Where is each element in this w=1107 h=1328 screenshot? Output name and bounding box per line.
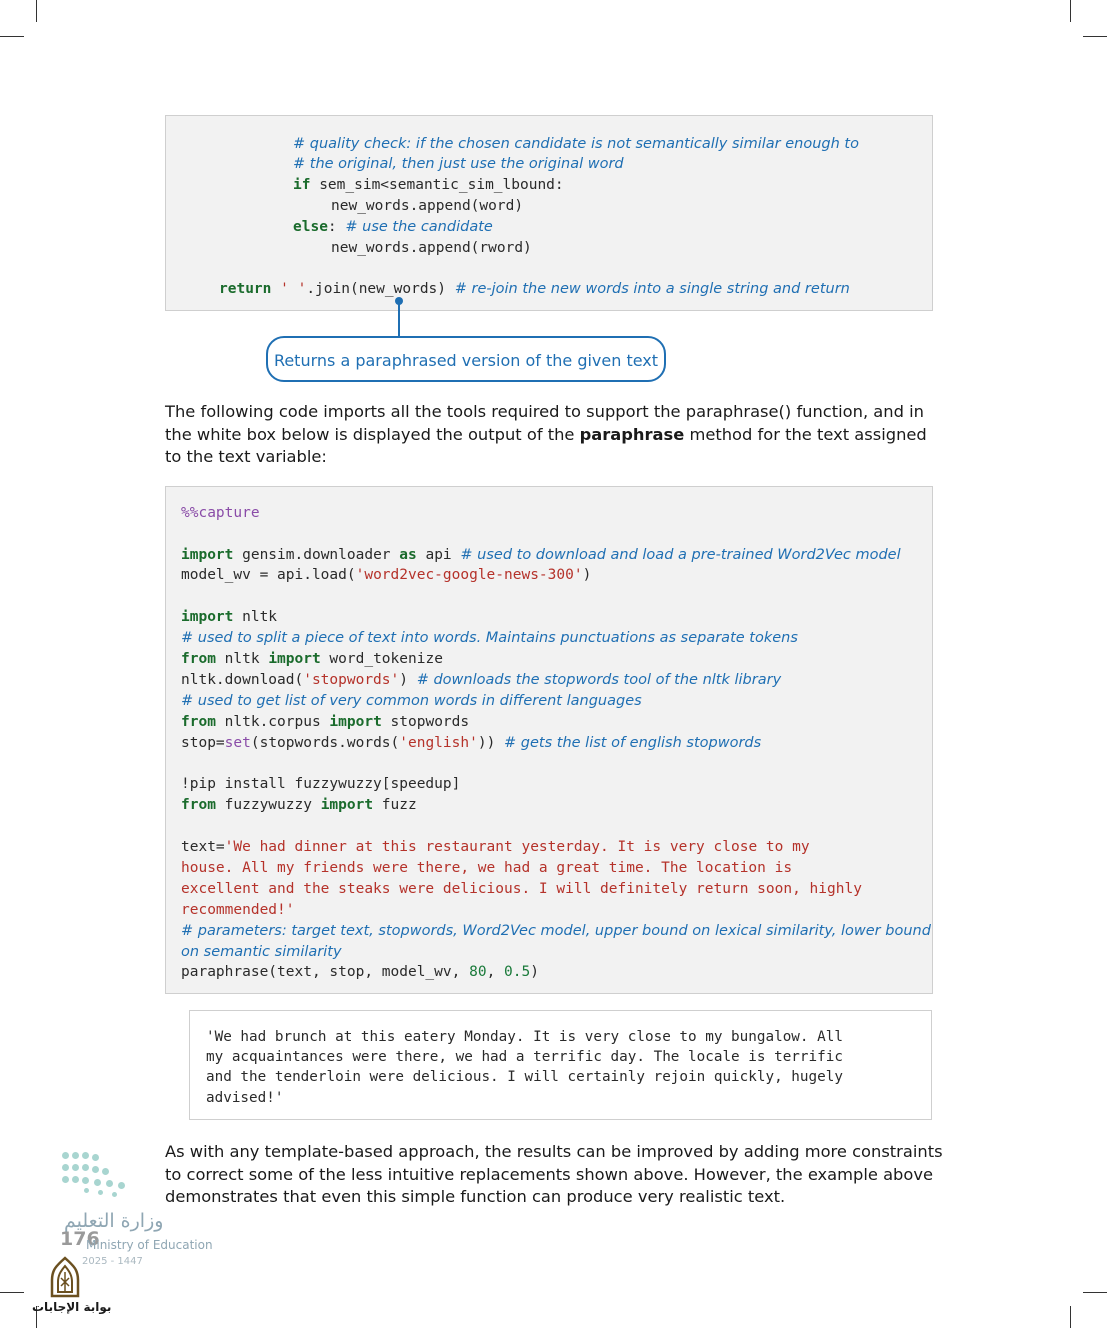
code-line: house. All my friends were there, we had a great time. The location is (181, 860, 793, 876)
output-line: my acquaintances were there, we had a terrific day. The locale is terrific (206, 1049, 843, 1065)
output-line: and the tenderloin were delicious. I will certainly rejoin quickly, hugely (206, 1069, 843, 1085)
code-line: from nltk import word_tokenize (181, 651, 443, 667)
ministry-year: 2025 - 1447 (82, 1256, 143, 1267)
callout-box (266, 336, 666, 382)
code-line: model_wv = api.load('word2vec-google-news-300') (181, 567, 592, 583)
code-line: new_words.append(word) (331, 198, 524, 214)
code-line: import gensim.downloader as api # used to download and load a pre-trained Word2Vec model (181, 547, 901, 563)
output-line: advised!' (206, 1090, 284, 1106)
code-line: else: # use the candidate (293, 219, 493, 235)
code-line: nltk.download('stopwords') # downloads the stopwords tool of the nltk library (181, 672, 782, 688)
code-line: excellent and the steaks were delicious. I will definitely return soon, highly (181, 881, 862, 897)
code-line-return: return ' '.join(new_words) # re-join the new words into a single string and return (219, 281, 850, 297)
code-line: %%capture (181, 505, 260, 521)
paraphrase-method-name: paraphrase (579, 424, 685, 444)
emblem-icon (44, 1256, 86, 1300)
ministry-name-english: Ministry of Education (86, 1238, 213, 1252)
code-block-main (165, 486, 933, 994)
ministry-name-arabic: وزارة التعليم (64, 1210, 164, 1232)
output-box (189, 1010, 932, 1120)
code-line: import nltk (181, 609, 278, 625)
page-number: 176 (60, 1228, 100, 1250)
crop-mark (1070, 0, 1071, 22)
code-comment: # used to split a piece of text into words. Maintains punctuations as separate tokens (181, 630, 798, 646)
intro-paragraph: The following code imports all the tools required to support the paraphrase() function, and in the white box below is displayed the output of the paraphrase method for the text assigned to the text variable: (165, 402, 927, 466)
callout-connector (398, 300, 400, 336)
crop-mark (0, 36, 24, 37)
crop-mark (0, 1292, 24, 1293)
crop-mark (1070, 1306, 1071, 1328)
code-line: new_words.append(rword) (331, 240, 532, 256)
code-line: !pip install fuzzywuzzy[speedup] (181, 776, 461, 792)
crop-mark (36, 0, 37, 22)
code-line: from fuzzywuzzy import fuzz (181, 797, 417, 813)
code-comment: # used to get list of very common words in different languages (181, 693, 642, 709)
code-comment: # the original, then just use the original word (293, 156, 624, 172)
code-line: paraphrase(text, stop, model_wv, 80, 0.5) (181, 964, 539, 980)
code-comment: on semantic similarity (181, 944, 342, 960)
callout-text: Returns a paraphrased version of the given text (273, 351, 659, 370)
site-label: بوابة الإجابات (32, 1300, 112, 1314)
code-line: recommended!' (181, 902, 295, 918)
conclusion-paragraph: As with any template-based approach, the results can be improved by adding more constraints to correct some of the less intuitive replacements shown above. However, the example above demonstrates that even this simple function can produce very realistic text. (165, 1142, 943, 1206)
code-line: from nltk.corpus import stopwords (181, 714, 470, 730)
output-line: 'We had brunch at this eatery Monday. It is very close to my bungalow. All (206, 1029, 843, 1045)
code-line: stop=set(stopwords.words('english')) # gets the list of english stopwords (181, 735, 762, 751)
code-comment: # parameters: target text, stopwords, Word2Vec model, upper bound on lexical similarity, lower bound (181, 923, 931, 939)
code-comment: # quality check: if the chosen candidate is not semantically similar enough to (293, 136, 859, 152)
code-line: if sem_sim<semantic_sim_lbound: (293, 177, 564, 193)
code-block-top (165, 115, 933, 311)
code-line: text='We had dinner at this restaurant yesterday. It is very close to my (181, 839, 810, 855)
crop-mark (1083, 1292, 1107, 1293)
crop-mark (1083, 36, 1107, 37)
